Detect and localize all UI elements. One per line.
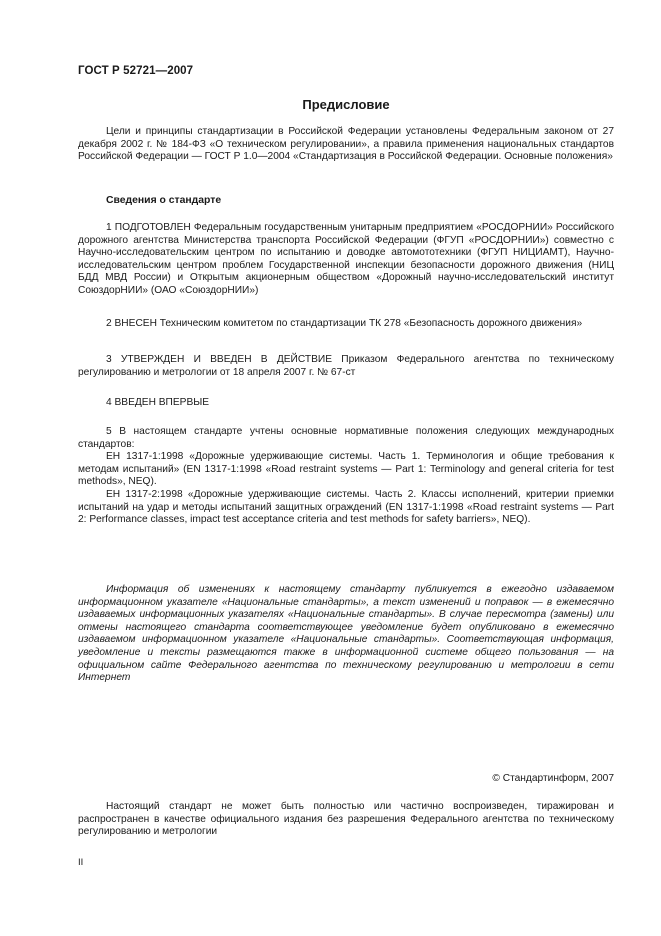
- reproduction-paragraph: Настоящий стандарт не может быть полностью или частично воспроизведен, тиражирован и распространен в качестве официального издания без разрешения Федерального агентства по техническому регулированию и метрологии: [78, 801, 614, 838]
- copyright-notice: © Стандартинформ, 2007: [492, 773, 614, 784]
- item-5-en1317-1-paragraph: ЕН 1317-1:1998 «Дорожные удерживающие системы. Часть 1. Терминология и общие требования к методам испытаний» (EN 1317-1:1998 «Road restraint systems — Part 1: Terminology and general criteria for test methods», NEQ).: [78, 451, 614, 488]
- item-1-paragraph: 1 ПОДГОТОВЛЕН Федеральным государственным унитарным предприятием «РОСДОРНИИ» Российского дорожного агентства Министерства транспорта Российской Федерации (ФГУП «РОСДОРНИИ») совместно с Научно-исследовательским центром по испытанию и доводке автомототехники (ФГУП НИЦИАМТ), Научно-исследовательским центром проблем Государственной инспекции безопасности дорожного движения (НИЦ БДД МВД России) и Открытым акционерным обществом «Дорожный научно-исследовательский институт СоюздорНИИ» (ОАО «СоюздорНИИ»): [78, 222, 614, 296]
- info-section: [78, 584, 614, 685]
- item-5-en1317-2-paragraph: ЕН 1317-2:1998 «Дорожные удерживающие системы. Часть 2. Классы исполнений, критерии приемки испытаний на удар и методы испытаний защитных ограждений (EN 1317-1:1998 «Road restraint systems — Part 2: Performance classes, impact test acceptance criteria and test methods for safety barriers», NEQ).: [78, 488, 614, 526]
- page-number: II: [78, 857, 84, 868]
- item-4-paragraph: 4 ВВЕДЕН ВПЕРВЫЕ: [106, 397, 210, 408]
- intro-paragraph: Цели и принципы стандартизации в Российской Федерации установлены Федеральным законом от 27 декабря 2002 г. № 184-ФЗ «О техническом регулировании», а правила применения национальных стандартов Российской Федерации — ГОСТ Р 1.0—2004 «Стандартизация в Российской Федерации. Основные положения»: [78, 126, 614, 163]
- item-3-section: [78, 354, 614, 379]
- page-title: Предисловие: [302, 97, 390, 112]
- item-5-paragraph: 5 В настоящем стандарте учтены основные нормативные положения следующих международных стандартов:: [78, 426, 614, 450]
- section-heading: Сведения о стандарте: [106, 195, 222, 206]
- item-2-paragraph: 2 ВНЕСЕН Техническим комитетом по стандартизации ТК 278 «Безопасность дорожного движения»: [106, 318, 583, 329]
- item-4-section: [78, 397, 614, 410]
- item-3-paragraph: 3 УТВЕРЖДЕН И ВВЕДЕН В ДЕЙСТВИЕ Приказом Федерального агентства по техническому регулированию и метрологии от 18 апреля 2007 г. № 67-ст: [78, 354, 614, 378]
- intro-section: [78, 126, 614, 164]
- standard-code-header: ГОСТ Р 52721—2007: [78, 65, 194, 77]
- item-2-section: [78, 318, 614, 331]
- item-1-section: [78, 222, 614, 298]
- reproduction-section: [78, 801, 614, 839]
- info-paragraph: Информация об изменениях к настоящему стандарту публикуется в ежегодно издаваемом информационном указателе «Национальные стандарты», а текст изменений и поправок — в ежемесячно издаваемых информационных указателях «Национальные стандарты». В случае пересмотра (замены) или отмены настоящего стандарта соответствующее уведомление будет опубликовано в ежемесячно издаваемом информационном указателе «Национальные стандарты». Соответствующая информация, уведомление и тексты размещаются также в информационной системе общего пользования — на официальном сайте Федерального агентства по техническому регулированию и метрологии в сети Интернет: [78, 584, 614, 684]
- item-5-section: [78, 426, 614, 527]
